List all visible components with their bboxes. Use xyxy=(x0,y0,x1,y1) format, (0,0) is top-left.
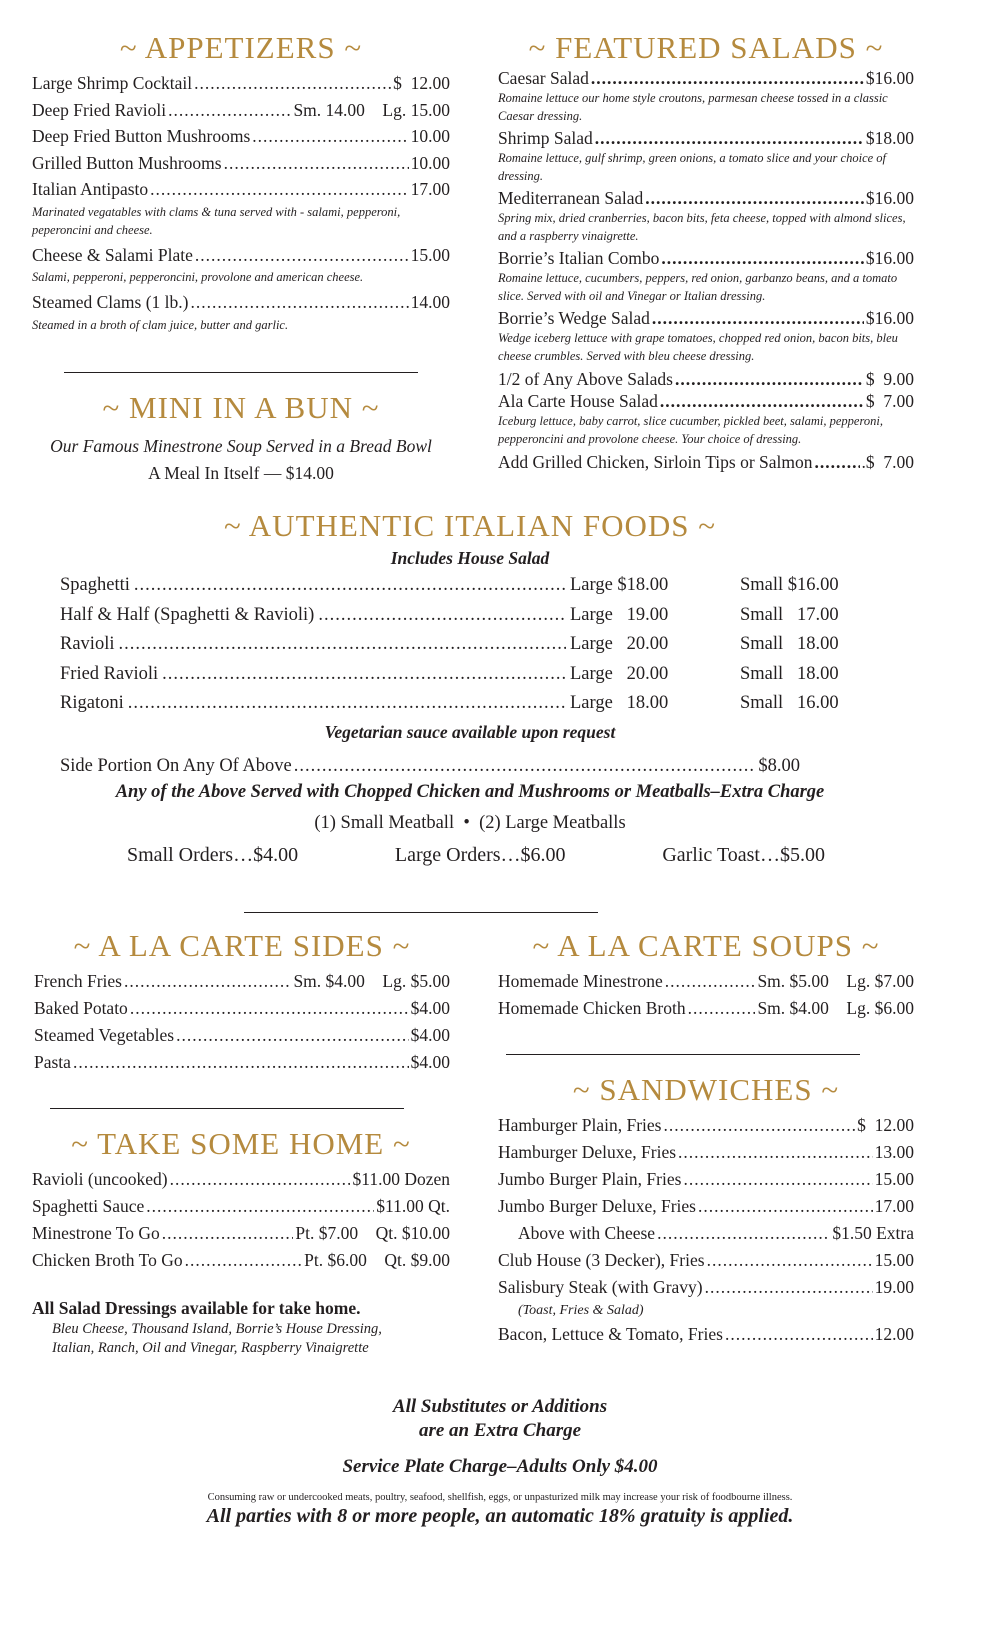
item-price: $16.00 xyxy=(865,308,914,328)
large-price: Large 20.00 xyxy=(570,634,669,654)
soup-row xyxy=(498,995,914,1022)
small-price: Small 16.00 xyxy=(740,693,839,713)
appetizer-row xyxy=(32,150,450,177)
italian-list xyxy=(60,571,860,719)
large-price: Large 19.00 xyxy=(570,604,669,625)
salad-row xyxy=(498,451,914,474)
soups-section xyxy=(498,928,914,1022)
item-name: Deep Fried Button Mushrooms xyxy=(32,126,251,146)
item-description: Wedge iceberg lettuce with grape tomatoes, chopped red onion, bacon bits, bleu cheese crumbles. Served with bleu cheese dressing. xyxy=(498,331,898,363)
item-name: Hamburger Deluxe, Fries xyxy=(498,1142,677,1162)
italian-row xyxy=(60,689,860,719)
sides-section xyxy=(34,928,450,1076)
item-price: Sm. $4.00 Lg. $5.00 xyxy=(293,971,450,991)
veg-note: Vegetarian sauce available upon request xyxy=(324,721,616,742)
item-price: 12.00 xyxy=(874,1324,914,1344)
small-price: Small 18.00 xyxy=(740,663,839,684)
side-row xyxy=(34,995,450,1022)
salad-row xyxy=(498,368,914,391)
salad-row xyxy=(498,391,914,412)
salad-row xyxy=(498,68,914,89)
soup-row xyxy=(498,968,914,995)
mini-line2: A Meal In Itself — $14.00 xyxy=(148,463,334,483)
italian-heading: ~ AUTHENTIC ITALIAN FOODS ~ xyxy=(223,508,717,543)
item-description: Steamed in a broth of clam juice, butter and garlic. xyxy=(32,317,289,332)
salads-list xyxy=(498,68,914,474)
item-price: 13.00 xyxy=(874,1142,914,1162)
item-price: 19.00 xyxy=(874,1277,914,1297)
item-price: Pt. $7.00 Qt. $10.00 xyxy=(295,1223,450,1243)
orders-line xyxy=(127,844,825,867)
item-price: $ 12.00 xyxy=(393,73,450,93)
item-name: Hamburger Plain, Fries xyxy=(498,1115,662,1135)
sandwich-row xyxy=(498,1193,914,1220)
salad-row xyxy=(498,188,914,209)
item-name: French Fries xyxy=(34,971,122,991)
item-name: Ala Carte House Salad xyxy=(498,391,658,411)
item-price: $ 9.00 xyxy=(865,369,914,389)
item-description: Salami, pepperoni, pepperoncini, provolone and american cheese. xyxy=(32,270,364,284)
item-price: Sm. 14.00 Lg. 15.00 xyxy=(293,99,450,120)
footer xyxy=(0,1396,1000,1528)
takehome-heading: ~ TAKE SOME HOME ~ xyxy=(71,1126,411,1161)
item-price: Sm. $4.00 Lg. $6.00 xyxy=(757,998,914,1018)
item-name: Deep Fried Ravioli xyxy=(32,99,167,120)
item-price: .$ 7.00 xyxy=(861,452,914,472)
item-name: Steamed Vegetables xyxy=(34,1025,175,1045)
item-name: Chicken Broth To Go xyxy=(32,1250,183,1270)
appetizers-section xyxy=(32,30,450,337)
dressings-title: All Salad Dressings available for take home. xyxy=(32,1298,361,1318)
italian-row xyxy=(60,630,860,660)
item-price: 17.00 xyxy=(410,179,450,199)
takehome-section xyxy=(32,1126,450,1357)
item-description: Romaine lettuce, gulf shrimp, green onions, a tomato slice and your choice of dressing. xyxy=(498,151,887,183)
side-portion-price: $8.00 xyxy=(758,755,800,776)
item-name: Jumbo Burger Deluxe, Fries xyxy=(498,1196,696,1216)
item-name: Club House (3 Decker), Fries xyxy=(498,1250,705,1270)
italian-row xyxy=(60,660,860,690)
large-price: Large 20.00 xyxy=(570,663,669,684)
salad-row xyxy=(498,128,914,149)
large-price: Large 18.00 xyxy=(570,693,669,713)
item-name: Caesar Salad xyxy=(498,68,589,88)
chicken-note: Any of the Above Served with Chopped Chicken and Mushrooms or Meatballs–Extra Charge xyxy=(115,781,825,802)
item-name: Fried Ravioli xyxy=(60,663,159,684)
item-name: Spaghetti Sauce xyxy=(32,1196,145,1216)
item-description: Spring mix, dried cranberries, bacon bits, feta cheese, topped with almond slices, and a raspberry vinaigrette. xyxy=(498,211,906,243)
appetizer-row xyxy=(32,97,450,124)
item-price: $1.50 Extra xyxy=(832,1223,914,1243)
item-name: Grilled Button Mushrooms xyxy=(32,152,222,173)
salad-row xyxy=(498,248,914,269)
small-price: Small 18.00 xyxy=(740,634,839,654)
mini-section xyxy=(32,390,450,484)
item-name: Jumbo Burger Plain, Fries xyxy=(498,1169,682,1189)
item-name: Spaghetti xyxy=(60,575,130,595)
item-name: Baked Potato xyxy=(34,998,128,1018)
item-price: Pt. $6.00 Qt. $9.00 xyxy=(304,1250,450,1270)
appetizers-list xyxy=(32,70,450,334)
item-price: $11.00 Qt. xyxy=(376,1196,450,1216)
item-name: 1/2 of Any Above Salads xyxy=(498,369,673,389)
item-name: Italian Antipasto xyxy=(32,179,149,199)
meatballs-line: (1) Small Meatball • (2) Large Meatballs xyxy=(314,812,626,833)
dressings-line1: Bleu Cheese, Thousand Island, Borrie’s House Dressing, xyxy=(52,1321,382,1337)
item-name: Steamed Clams (1 lb.) xyxy=(32,292,189,312)
item-price: 10.00 xyxy=(410,152,450,173)
divider-italian xyxy=(244,912,598,913)
sandwich-row xyxy=(498,1274,914,1301)
item-name: Borrie’s Italian Combo xyxy=(498,248,660,268)
item-description: Iceburg lettuce, baby carrot, slice cucumber, pickled beet, salami, pepperoni, pepperoncini and provolone cheese. Your choice of dressing. xyxy=(498,414,883,446)
appetizer-row xyxy=(32,70,450,97)
mini-heading: ~ MINI IN A BUN ~ xyxy=(102,390,380,425)
item-name: Borrie’s Wedge Salad xyxy=(498,308,650,328)
salad-row xyxy=(498,308,914,329)
item-name: Rigatoni xyxy=(60,693,124,713)
subs-line1: All Substitutes or Additions xyxy=(392,1396,608,1417)
dressings-line2: Italian, Ranch, Oil and Vinegar, Raspberry Vinaigrette xyxy=(52,1340,369,1356)
sandwich-row xyxy=(498,1321,914,1348)
item-description: Marinated vegatables with clams & tuna served with - salami, pepperoni, peperoncini and cheese. xyxy=(32,204,401,237)
item-price: 15.00 xyxy=(874,1169,914,1189)
item-price: 10.00 xyxy=(410,126,450,146)
salads-section xyxy=(498,30,914,474)
item-name: Mediterranean Salad xyxy=(498,188,644,208)
item-price: Sm. $5.00 Lg. $7.00 xyxy=(757,971,914,991)
takehome-list xyxy=(32,1166,450,1274)
italian-section xyxy=(60,508,880,867)
item-name: Shrimp Salad xyxy=(498,128,593,148)
takehome-row xyxy=(32,1220,450,1247)
item-name: Cheese & Salami Plate xyxy=(32,244,193,265)
item-price: $16.00 xyxy=(865,248,914,268)
item-price: 15.00 xyxy=(874,1250,914,1270)
item-description: Romaine lettuce, cucumbers, peppers, red onion, garbanzo beans, and a tomato slice. Served with oil and Vinegar or Italian dressing. xyxy=(498,271,898,303)
item-price: $4.00 xyxy=(410,1025,450,1045)
side-row xyxy=(34,1049,450,1076)
italian-row xyxy=(60,601,860,631)
sandwich-row xyxy=(498,1166,914,1193)
appetizer-row xyxy=(32,123,450,150)
item-price: $16.00 xyxy=(865,188,914,208)
sandwich-row xyxy=(498,1139,914,1166)
item-price: 17.00 xyxy=(874,1196,914,1216)
item-name: Pasta xyxy=(34,1052,71,1072)
item-name: Half & Half (Spaghetti & Ravioli) xyxy=(60,604,315,625)
item-name: Salisbury Steak (with Gravy) xyxy=(498,1277,703,1297)
divider-appetizers xyxy=(64,372,418,373)
sandwiches-heading: ~ SANDWICHES ~ xyxy=(572,1072,840,1107)
item-name: Above with Cheese xyxy=(518,1223,656,1243)
item-price: $11.00 Dozen xyxy=(352,1169,450,1189)
item-name: Minestrone To Go xyxy=(32,1223,160,1243)
item-price: $4.00 xyxy=(410,1052,450,1072)
item-description: Romaine lettuce our home style croutons, parmesan cheese tossed in a classic Caesar dressing. xyxy=(498,91,888,123)
sandwiches-list xyxy=(498,1112,914,1348)
item-price: 15.00 xyxy=(410,244,450,265)
item-price: $ 12.00 xyxy=(857,1115,914,1135)
sandwiches-section xyxy=(498,1072,914,1348)
large-orders: Large Orders…$6.00 xyxy=(394,843,566,866)
item-name: Ravioli xyxy=(60,634,115,654)
appetizer-row xyxy=(32,242,450,269)
item-price: $16.00 xyxy=(865,68,914,88)
item-price: $18.00 xyxy=(865,128,914,148)
takehome-row xyxy=(32,1166,450,1193)
mini-line1: Our Famous Minestrone Soup Served in a Bread Bowl xyxy=(50,436,432,456)
sides-list xyxy=(34,968,450,1076)
divider-sides xyxy=(50,1108,404,1109)
italian-row xyxy=(60,571,860,601)
item-price: $ 7.00 xyxy=(865,391,914,411)
food-warning: Consuming raw or undercooked meats, poultry, seafood, shellfish, eggs, or unpasturized milk may increase your risk of foodbourne illness. xyxy=(207,1492,793,1503)
gratuity-note: All parties with 8 or more people, an automatic 18% gratuity is applied. xyxy=(206,1505,794,1527)
sides-heading: ~ A LA CARTE SIDES ~ xyxy=(73,928,411,963)
small-price: Small 17.00 xyxy=(740,604,839,625)
item-name: Add Grilled Chicken, Sirloin Tips or Salmon xyxy=(498,452,813,472)
subs-line2: are an Extra Charge xyxy=(418,1420,582,1441)
takehome-row xyxy=(32,1193,450,1220)
appetizer-row xyxy=(32,289,450,316)
appetizer-row xyxy=(32,176,450,203)
sandwich-row xyxy=(498,1220,914,1247)
side-row xyxy=(34,1022,450,1049)
small-price: Small $16.00 xyxy=(740,575,839,595)
side-portion-row xyxy=(60,753,800,780)
divider-soups xyxy=(506,1054,860,1055)
large-price: Large $18.00 xyxy=(570,575,669,595)
item-name: Large Shrimp Cocktail xyxy=(32,73,193,93)
soups-list xyxy=(498,968,914,1022)
garlic-toast: Garlic Toast…$5.00 xyxy=(662,843,825,866)
service-charge: Service Plate Charge–Adults Only $4.00 xyxy=(342,1456,658,1477)
sandwich-sub-note: (Toast, Fries & Salad) xyxy=(518,1303,644,1318)
soups-heading: ~ A LA CARTE SOUPS ~ xyxy=(532,928,880,963)
item-name: Homemade Chicken Broth xyxy=(498,998,686,1018)
takehome-row xyxy=(32,1247,450,1274)
item-name: Bacon, Lettuce & Tomato, Fries xyxy=(498,1324,723,1344)
appetizers-heading: ~ APPETIZERS ~ xyxy=(119,30,363,65)
salads-heading: ~ FEATURED SALADS ~ xyxy=(528,30,884,65)
item-name: Homemade Minestrone xyxy=(498,971,663,991)
item-price: $4.00 xyxy=(410,998,450,1018)
item-price: 14.00 xyxy=(410,292,450,312)
italian-subtitle: Includes House Salad xyxy=(390,548,550,568)
side-portion-name: Side Portion On Any Of Above xyxy=(60,755,292,776)
sandwich-row xyxy=(498,1247,914,1274)
small-orders: Small Orders…$4.00 xyxy=(127,843,299,866)
sandwich-row xyxy=(498,1112,914,1139)
item-name: Ravioli (uncooked) xyxy=(32,1169,168,1189)
side-row xyxy=(34,968,450,995)
